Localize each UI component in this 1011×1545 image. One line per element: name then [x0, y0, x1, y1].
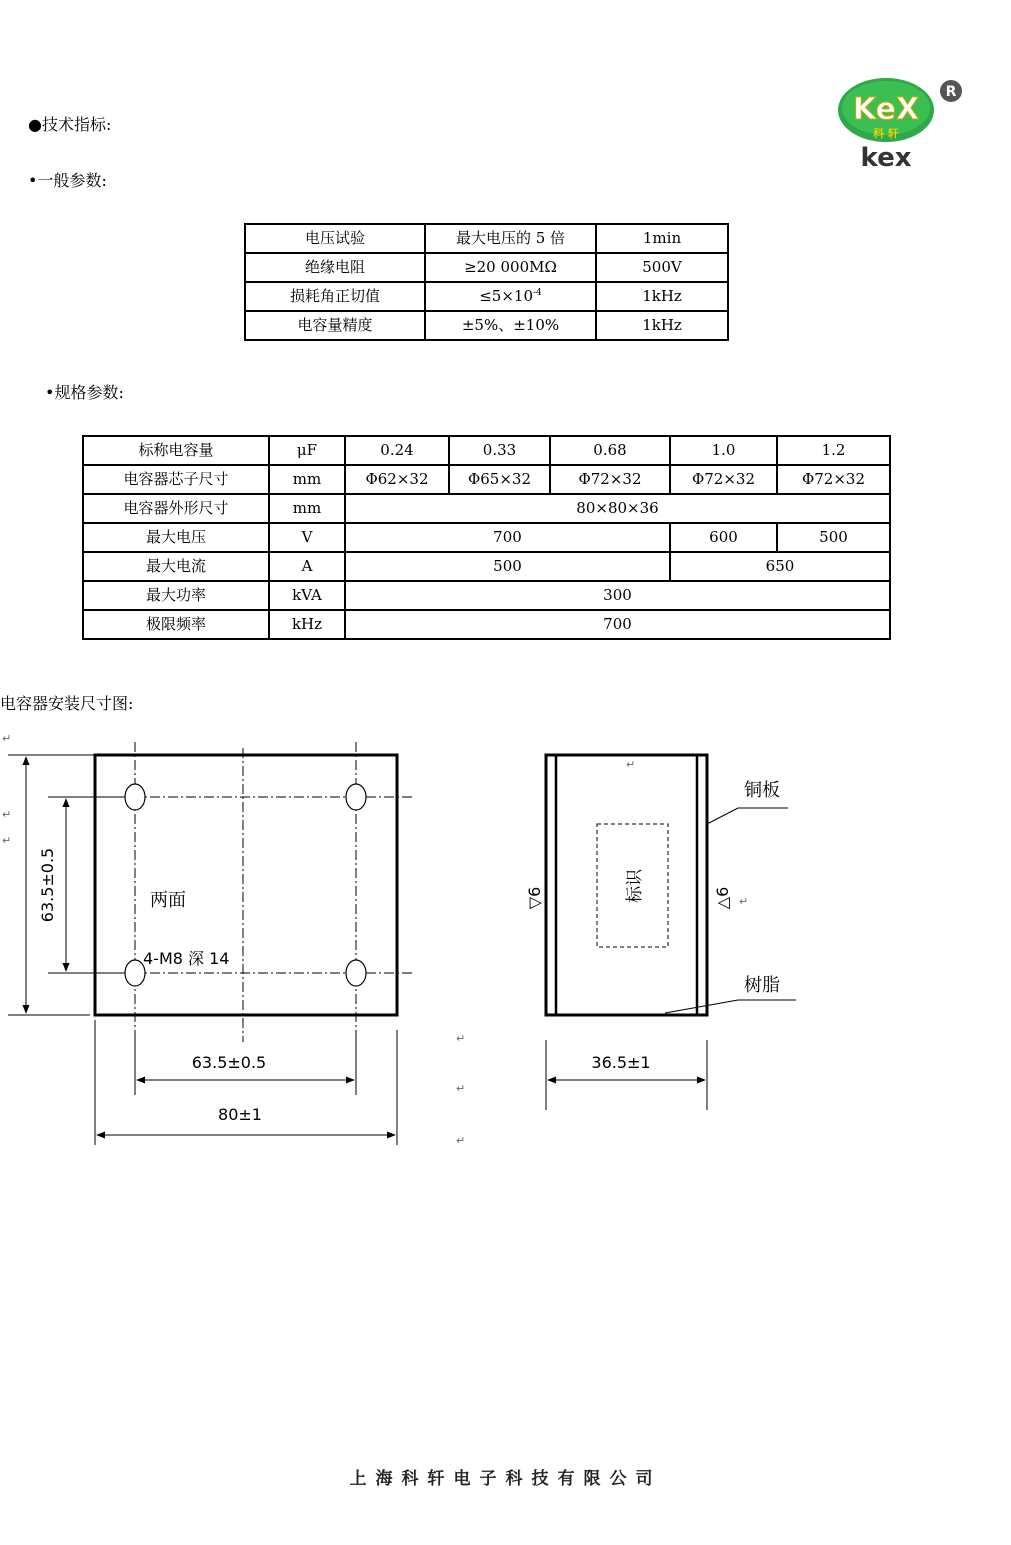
- heading-spec-params: •规格参数:: [45, 383, 124, 402]
- svg-text:↵: ↵: [456, 1134, 466, 1147]
- table-cell: 0.24: [345, 436, 449, 465]
- mount-hole: [346, 960, 366, 986]
- table-cell: 500V: [596, 253, 728, 282]
- table-row: [83, 465, 890, 494]
- row-unit: V: [269, 523, 345, 552]
- company-logo: [834, 74, 974, 174]
- row-label: 电容器芯子尺寸: [83, 465, 269, 494]
- row-unit: A: [269, 552, 345, 581]
- svg-text:↵: ↵: [2, 834, 12, 847]
- mount-hole: [346, 784, 366, 810]
- dim-width: 80±1: [218, 1105, 262, 1124]
- table-cell: Φ62×32: [345, 465, 449, 494]
- row-label: 最大功率: [83, 581, 269, 610]
- table-cell: 电容量精度: [245, 311, 425, 340]
- heading-general-params: •一般参数:: [28, 171, 107, 190]
- table-cell: 1min: [596, 224, 728, 253]
- logo-chinese: 科 轩: [873, 127, 899, 140]
- dim-thickness: 36.5±1: [591, 1053, 651, 1072]
- table-row: [245, 282, 728, 311]
- table-cell: 绝缘电阻: [245, 253, 425, 282]
- svg-text:↵: ↵: [456, 1082, 466, 1095]
- row-label: 最大电流: [83, 552, 269, 581]
- resin-label: 树脂: [744, 975, 780, 996]
- dim-hole-horizontal: 63.5±0.5: [191, 1053, 267, 1072]
- heading-install-drawing: 电容器安装尺寸图:: [0, 694, 134, 713]
- table-cell: 500: [345, 552, 670, 581]
- return-marks: [2, 732, 748, 1147]
- table-cell: 0.33: [449, 436, 550, 465]
- table-cell: ≥20 000MΩ: [425, 253, 596, 282]
- svg-text:R: R: [945, 84, 957, 100]
- row-unit: mm: [269, 494, 345, 523]
- svg-text:↵: ↵: [2, 808, 12, 821]
- table-cell: 300: [345, 581, 890, 610]
- svg-text:↵: ↵: [2, 732, 12, 745]
- table-row: [245, 311, 728, 340]
- table-cell: 600: [670, 523, 777, 552]
- table-cell: 80×80×36: [345, 494, 890, 523]
- heading-tech-specs: ●技术指标:: [28, 115, 112, 134]
- table-row: [83, 494, 890, 523]
- marking-label: 标识: [625, 869, 645, 903]
- table-cell: 1.0: [670, 436, 777, 465]
- table-cell: Φ72×32: [777, 465, 890, 494]
- table-cell: [425, 282, 596, 311]
- row-label: 电容器外形尺寸: [83, 494, 269, 523]
- svg-text:↵: ↵: [456, 1032, 466, 1045]
- company-footer: 上海科轩电子科技有限公司: [349, 1469, 662, 1489]
- loss-tangent-value: ≤5×10: [479, 287, 533, 305]
- table-cell: 700: [345, 523, 670, 552]
- row-unit: mm: [269, 465, 345, 494]
- table-cell: 700: [345, 610, 890, 639]
- row-label: 极限频率: [83, 610, 269, 639]
- install-dimension-drawing: [0, 726, 1011, 1166]
- both-sides-label: 两面: [150, 890, 186, 911]
- table-cell: 500: [777, 523, 890, 552]
- table-cell: 损耗角正切值: [245, 282, 425, 311]
- table-row: [245, 253, 728, 282]
- table-row: [83, 552, 890, 581]
- logo-badge-text: KeX: [852, 92, 920, 127]
- table-row: [83, 523, 890, 552]
- row-unit: kHz: [269, 610, 345, 639]
- row-unit: μF: [269, 436, 345, 465]
- svg-text:↵: ↵: [626, 758, 636, 771]
- table-cell: 1kHz: [596, 311, 728, 340]
- table-cell: 650: [670, 552, 890, 581]
- table-row: [245, 224, 728, 253]
- row-unit: kVA: [269, 581, 345, 610]
- front-view: [8, 742, 415, 1145]
- left-mark: ▽6: [525, 886, 544, 910]
- table-cell: 电压试验: [245, 224, 425, 253]
- dim-hole-vertical: 63.5±0.5: [38, 847, 57, 923]
- table-cell: 1kHz: [596, 282, 728, 311]
- table-cell: Φ72×32: [550, 465, 670, 494]
- side-view: [525, 755, 796, 1110]
- table-cell: 0.68: [550, 436, 670, 465]
- table-row: [83, 581, 890, 610]
- svg-text:↵: ↵: [739, 895, 749, 908]
- row-label: 标称电容量: [83, 436, 269, 465]
- right-mark: △6: [713, 886, 732, 910]
- spec-params-table: [82, 435, 891, 640]
- thread-note: 4-M8 深 14: [143, 949, 230, 968]
- table-cell: Φ72×32: [670, 465, 777, 494]
- table-cell: Φ65×32: [449, 465, 550, 494]
- mount-hole: [125, 784, 145, 810]
- row-label: 最大电压: [83, 523, 269, 552]
- general-params-table: [244, 223, 729, 341]
- table-cell: 1.2: [777, 436, 890, 465]
- table-row: [83, 436, 890, 465]
- table-cell: ±5%、±10%: [425, 311, 596, 340]
- mount-hole: [125, 960, 145, 986]
- copper-plate-label: 铜板: [744, 780, 780, 801]
- table-row: [83, 610, 890, 639]
- loss-tangent-exponent: -4: [533, 288, 542, 298]
- logo-brand: kex: [860, 143, 912, 173]
- table-cell: 最大电压的 5 倍: [425, 224, 596, 253]
